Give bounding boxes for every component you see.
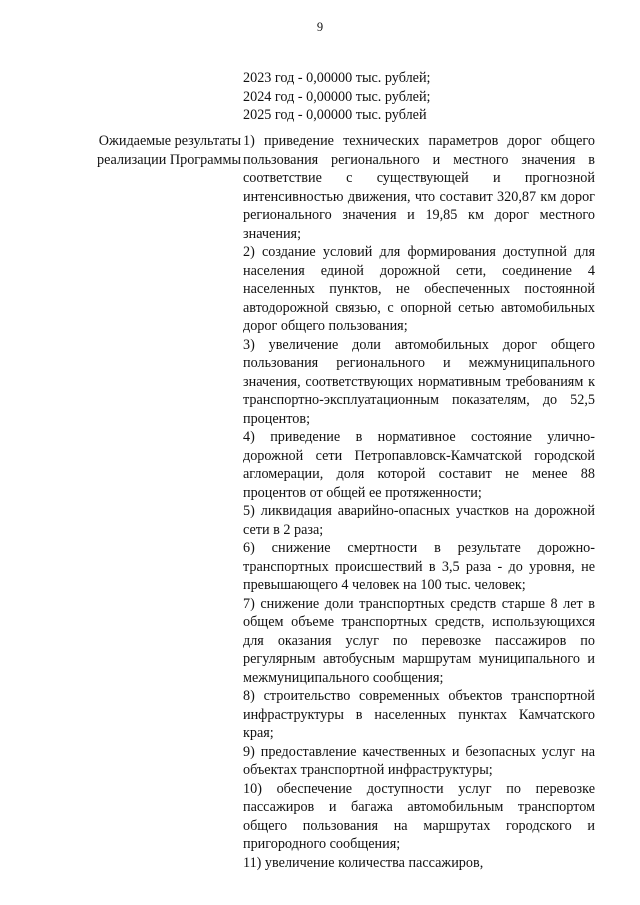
budget-line-2025: 2025 год - 0,00000 тыс. рублей [243, 107, 427, 123]
result-item-9: 9) предоставление качественных и безопасных услуг на объектах транспортной инфраструктуры; [243, 743, 595, 778]
expected-results-label: Ожидаемые результаты реализации Программы [96, 133, 241, 168]
result-item-3: 3) увеличение доли автомобильных дорог общего пользования регионального и межмуниципального значения, соответствующих нормативным требованиям к транспортно-эксплуатационным показателям, до 52,5 процентов; [243, 336, 595, 427]
result-item-4: 4) приведение в нормативное состояние улично-дорожной сети Петропавловск-Камчатской городской агломерации, доля которой составит не менее 88 процентов от общей ее протяженности; [243, 429, 595, 501]
result-item-11: 11) увеличение количества пассажиров, [243, 854, 484, 871]
budget-line-2024: 2024 год - 0,00000 тыс. рублей; [243, 88, 431, 105]
result-item-6: 6) снижение смертности в результате дорожно-транспортных происшествий в 3,5 раза - до уровня, не превышающего 4 человек на 100 тыс. человек; [243, 540, 595, 593]
budget-line-2023: 2023 год - 0,00000 тыс. рублей; [243, 70, 431, 86]
budget-lines [243, 69, 596, 125]
result-item-5: 5) ликвидация аварийно-опасных участков на дорожной сети в 2 раза; [243, 503, 595, 538]
result-item-2: 2) создание условий для формирования доступной для населения единой дорожной сети, соединение 4 населенных пунктов, не обеспеченных постоянной автодорожной связью, с опорной сетью автомобильных дорог общего пользования; [243, 244, 595, 334]
result-item-1: 1) приведение технических параметров дорог общего пользования регионального и местного значения в соответствие с существующей и прогнозной интенсивностью движения, что составит 320,87 км дорог регионального значения и 19,85 км дорог местного значения; [243, 133, 595, 242]
result-item-7: 7) снижение доли транспортных средств старше 8 лет в общем объеме транспортных средств, использующихся для оказания услуг по перевозке пассажиров по регулярным автобусным маршрутам муниципального и межмуниципального сообщения; [243, 595, 595, 686]
expected-results-list [243, 132, 595, 872]
page-number: 9 [316, 20, 324, 34]
result-item-10: 10) обеспечение доступности услуг по перевозке пассажиров и багажа автомобильным транспортом общего пользования на маршрутах городского и пригородного сообщения; [243, 780, 595, 852]
result-item-8: 8) строительство современных объектов транспортной инфраструктуры в населенных пунктах Камчатского края; [243, 688, 595, 741]
